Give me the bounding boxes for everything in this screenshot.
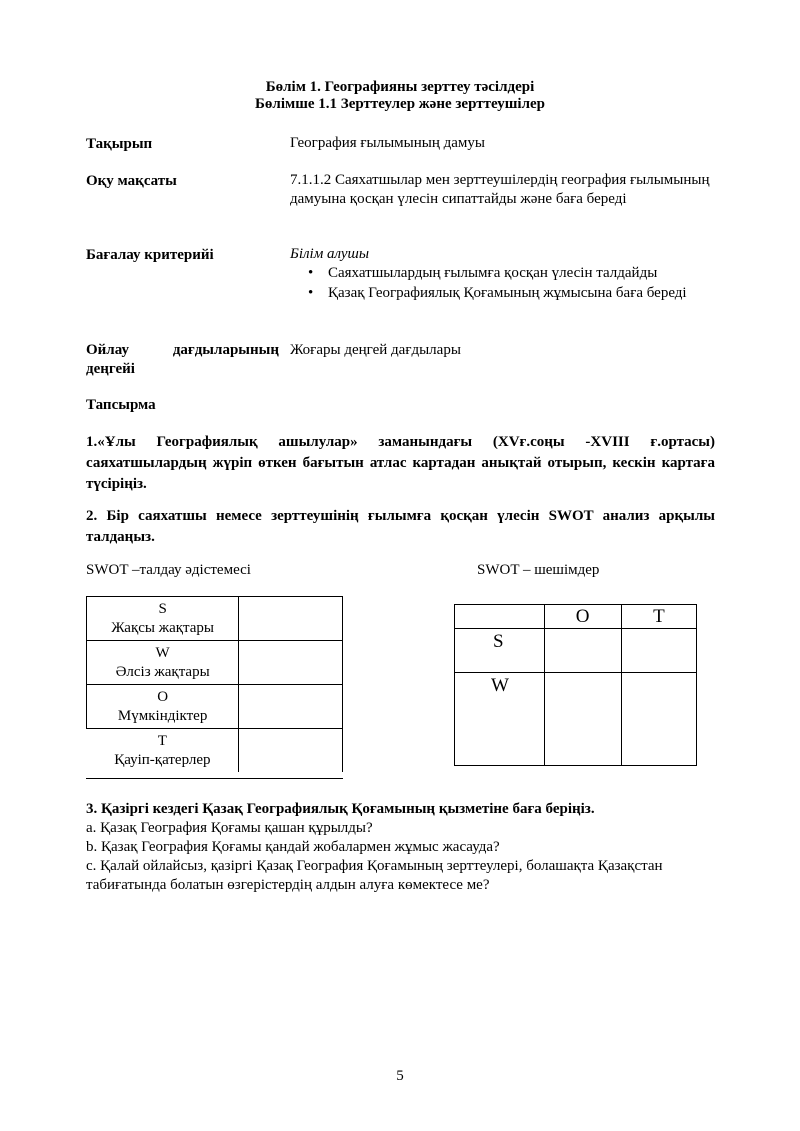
swot-row <box>87 685 343 729</box>
separator-line <box>86 778 343 779</box>
task-2: 2. Бір саяхатшы немесе зерттеушінің ғылымға қосқан үлесін SWOT анализ арқылы талдаңыз. <box>86 508 715 545</box>
thinking-label-line1: Ойлау дағдыларының <box>86 342 279 358</box>
swot-row-header: S <box>455 629 545 673</box>
objective-value: 7.1.1.2 Саяхатшылар мен зерттеушілердің география ғылымының дамуына қосқан үлесін сипаттайды және баға береді <box>290 172 710 207</box>
task-3-text: . Қазіргі кездегі Қазақ Географиялық Қоғамының қызметіне баға беріңіз. <box>93 801 595 817</box>
swot-decisions-caption: SWOT – шешімдер <box>477 562 600 578</box>
criteria-intro: Білім алушы <box>290 246 370 262</box>
swot-col-header: O <box>544 605 621 629</box>
swot-method-caption: SWOT –талдау әдістемесі <box>86 562 251 578</box>
swot-letter: T <box>157 732 167 749</box>
swot-decisions-table <box>454 604 697 766</box>
swot-decision-cell[interactable] <box>621 673 696 766</box>
swot-decision-cell[interactable] <box>544 629 621 673</box>
subsection-title: Бөлімше 1.1 Зерттеулер және зерттеушілер <box>254 96 545 112</box>
swot-corner-cell <box>455 605 545 629</box>
tasks-heading: Тапсырма <box>86 397 156 413</box>
swot-text: Әлсіз жақтары <box>115 663 210 680</box>
swot-letter: S <box>158 600 167 617</box>
swot-row <box>87 729 343 773</box>
page-number: 5 <box>396 1068 404 1084</box>
topic-value: География ғылымының дамуы <box>290 135 485 151</box>
thinking-label-line2: деңгейі <box>86 361 135 377</box>
swot-row <box>87 597 343 641</box>
topic-label: Тақырып <box>86 136 153 152</box>
swot-answer-cell[interactable] <box>239 685 343 729</box>
swot-decision-cell[interactable] <box>621 629 696 673</box>
swot-row <box>87 641 343 685</box>
swot-answer-cell[interactable] <box>239 597 343 641</box>
swot-text: Мүмкіндіктер <box>117 707 208 724</box>
task-3-question: a. Қазақ География Қоғамы қашан құрылды? <box>86 820 373 836</box>
swot-answer-cell[interactable] <box>239 641 343 685</box>
criteria-item: • Қазақ Географиялық Қоғамының жұмысына баға береді <box>305 284 720 303</box>
swot-row-label <box>87 729 239 773</box>
thinking-value: Жоғары деңгей дағдылары <box>290 342 461 358</box>
criteria-block <box>290 245 720 303</box>
task-3-title <box>86 800 726 819</box>
swot-row-label <box>87 597 239 641</box>
swot-text: Қауіп-қатерлер <box>114 751 211 768</box>
criteria-item: • Саяхатшылардың ғылымға қосқан үлесін талдайды <box>305 264 720 283</box>
task-3-number: 3 <box>86 801 94 817</box>
task-3-question: b. Қазақ География Қоғамы қандай жобалармен жұмыс жасауда? <box>86 839 500 855</box>
swot-row-label <box>87 685 239 729</box>
criteria-label: Бағалау критерийі <box>86 247 214 263</box>
swot-answer-cell[interactable] <box>239 729 343 773</box>
swot-col-header: T <box>621 605 696 629</box>
task-3-question: c. Қалай ойлайсыз, қазіргі Қазақ География Қоғамының зерттеулері, болашақта Қазақстан табиғатында болатын өзгерістердің алдын алуға көмектесе ме? <box>86 858 663 893</box>
section-title: Бөлім 1. Географияны зерттеу тәсілдері <box>265 79 535 95</box>
swot-letter: O <box>157 688 169 705</box>
swot-row-header: W <box>455 673 545 766</box>
criteria-list <box>305 264 720 303</box>
swot-letter: W <box>155 644 170 661</box>
task-1: 1.«Ұлы Географиялық ашылулар» заманындағы (XVғ.соңы -XVIII ғ.ортасы) саяхатшылардың жүріп өткен бағытын атлас картадан анықтай отырып, кескін картаға түсіріңіз. <box>86 434 715 492</box>
swot-method-table <box>86 596 343 772</box>
swot-row-label <box>87 641 239 685</box>
objective-label: Оқу мақсаты <box>86 173 177 189</box>
thinking-label <box>86 341 279 379</box>
swot-text: Жақсы жақтары <box>111 619 214 636</box>
swot-decision-cell[interactable] <box>544 673 621 766</box>
